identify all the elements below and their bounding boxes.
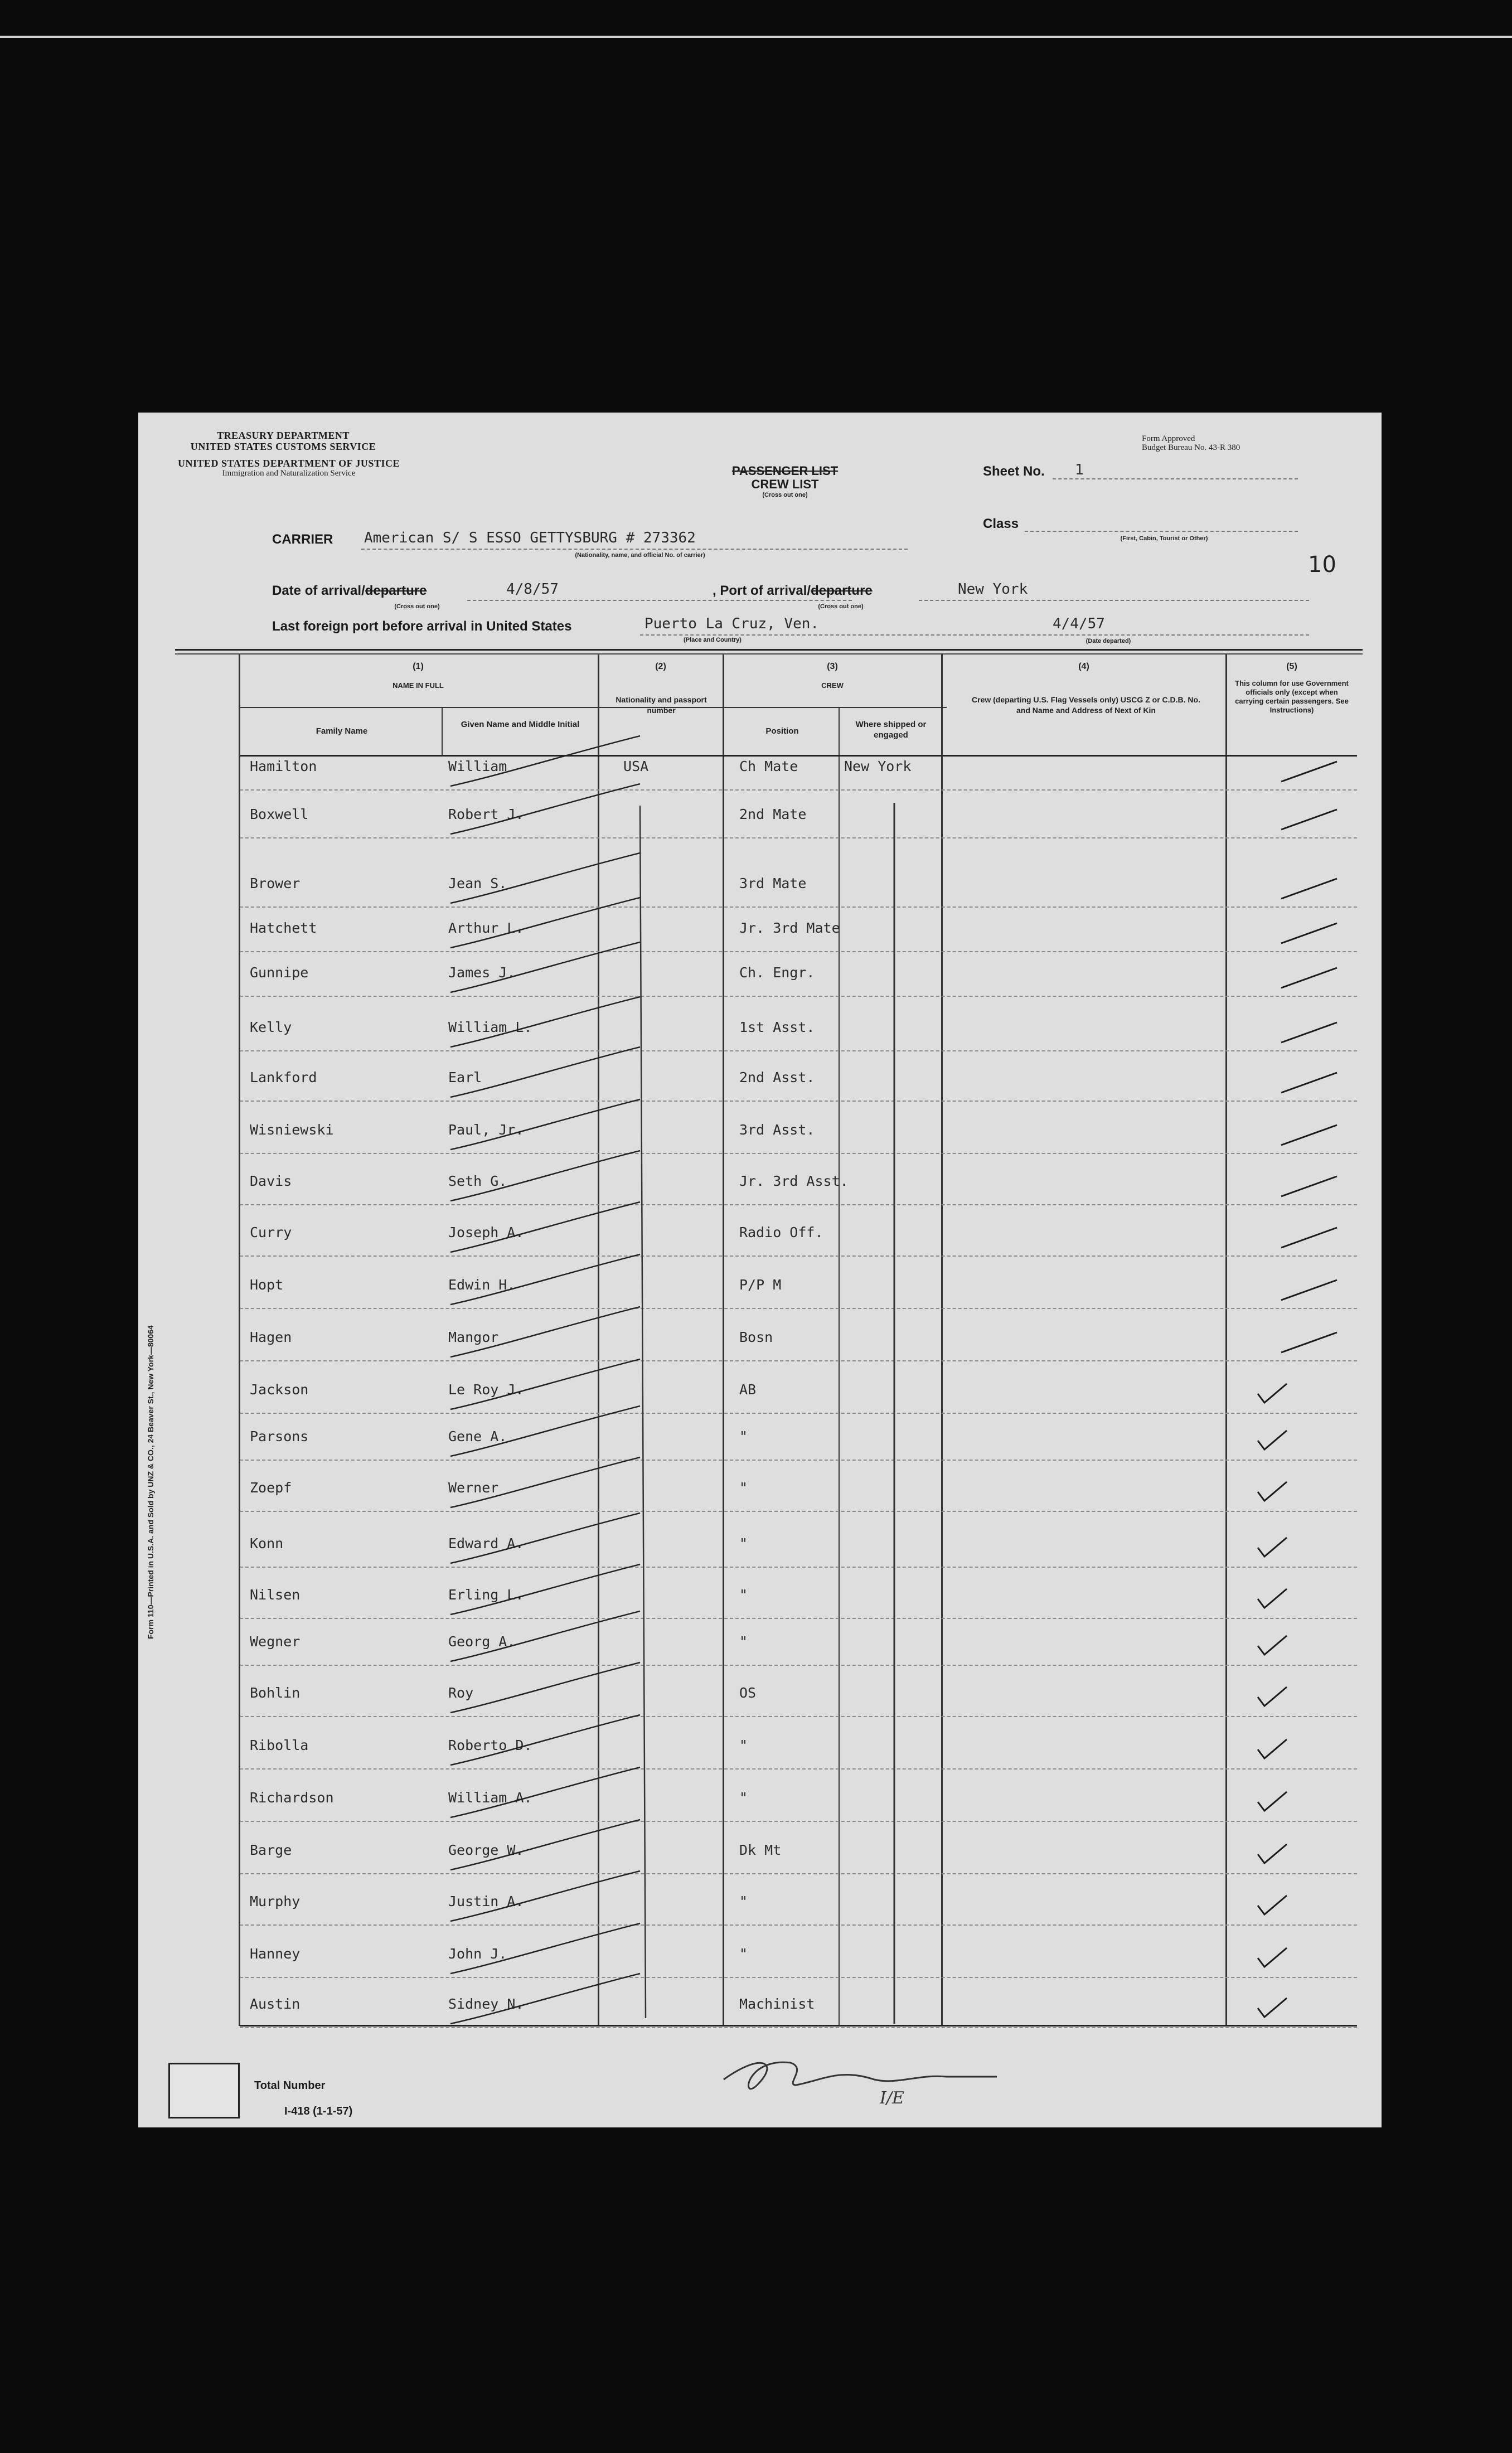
position-cell: " <box>739 1633 748 1650</box>
scanner-border-line <box>0 36 1512 38</box>
verification-tick <box>1258 1636 1287 1655</box>
given-name-strike <box>450 1151 640 1201</box>
given-name-cell: George W. <box>448 1842 524 1858</box>
position-cell: " <box>739 1737 748 1753</box>
given-name-cell: Joseph A. <box>448 1224 524 1240</box>
family-name-cell: Bohlin <box>250 1685 301 1701</box>
position-cell: 2nd Asst. <box>739 1069 815 1085</box>
family-name-cell: Boxwell <box>250 806 309 822</box>
verification-tick <box>1258 1998 1287 2017</box>
title-caption: (Cross out one) <box>762 492 808 498</box>
position-cell: Machinist <box>739 1996 815 2012</box>
budget-bureau: Budget Bureau No. 43-R 380 <box>1142 443 1240 452</box>
sheet-no-label: Sheet No. <box>983 464 1045 479</box>
given-name-cell: Mangor <box>448 1329 499 1345</box>
position-cell: 3rd Asst. <box>739 1122 815 1138</box>
carrier-label: CARRIER <box>272 532 333 547</box>
port-label: , Port of arrival/departure <box>713 583 873 598</box>
family-name-cell: Kelly <box>250 1019 292 1035</box>
position-cell: Radio Off. <box>739 1224 823 1240</box>
family-name-cell: Parsons <box>250 1428 309 1444</box>
given-name-cell: William <box>448 758 507 774</box>
verification-tick <box>1281 879 1337 899</box>
given-name-cell: Edwin H. <box>448 1277 516 1293</box>
position-cell: Ch. Engr. <box>739 964 815 981</box>
col2-title: Nationality and passport number <box>616 695 707 715</box>
given-name-cell: Jean S. <box>448 875 507 891</box>
verification-tick <box>1258 1482 1287 1501</box>
given-name-strike <box>450 1820 640 1870</box>
family-name-cell: Austin <box>250 1996 301 2012</box>
family-name-cell: Hatchett <box>250 920 317 936</box>
given-name-cell: Arthur L. <box>448 920 524 936</box>
signature-note: I/E <box>880 2088 904 2108</box>
given-name-cell: Seth G. <box>448 1173 507 1189</box>
family-name-cell: Lankford <box>250 1069 317 1085</box>
verification-tick <box>1281 923 1337 943</box>
given-name-cell: Gene A. <box>448 1428 507 1444</box>
given-name-cell: Paul, Jr. <box>448 1122 524 1138</box>
col1-title: NAME IN FULL <box>392 681 444 690</box>
position-cell: Jr. 3rd Mate <box>739 920 840 936</box>
form-number: I-418 (1-1-57) <box>284 2105 353 2117</box>
passenger-list-title: PASSENGER LIST <box>731 464 839 478</box>
departed-value: 4/4/57 <box>1053 615 1105 632</box>
verification-tick <box>1258 1687 1287 1706</box>
verification-tick <box>1258 1896 1287 1914</box>
given-name-strike <box>450 1715 640 1765</box>
position-cell: " <box>739 1587 748 1603</box>
family-name-cell: Gunnipe <box>250 964 309 981</box>
family-name-cell: Davis <box>250 1173 292 1189</box>
departed-caption: (Date departed) <box>1085 638 1131 644</box>
given-name-cell: Werner <box>448 1480 499 1496</box>
family-name-cell: Barge <box>250 1842 292 1858</box>
verification-tick <box>1258 1384 1287 1403</box>
verification-tick <box>1258 1739 1287 1758</box>
verification-tick <box>1281 1125 1337 1145</box>
form-approved: Form Approved <box>1142 434 1195 443</box>
family-name-heading: Family Name <box>316 726 368 736</box>
col4-title: Crew (departing U.S. Flag Vessels only) USCG Z or C.D.B. No. and Name and Address of Next of Kin <box>972 695 1200 715</box>
verification-tick <box>1258 1431 1287 1450</box>
customs-heading: UNITED STATES CUSTOMS SERVICE <box>190 441 376 452</box>
given-name-cell: William A. <box>448 1790 532 1806</box>
position-cell: " <box>739 1893 748 1909</box>
col4-number: (4) <box>1078 662 1089 671</box>
ins-heading: Immigration and Naturalization Service <box>222 469 356 478</box>
verification-tick <box>1258 1538 1287 1557</box>
position-cell: Dk Mt <box>739 1842 782 1858</box>
given-name-strike <box>450 1564 640 1615</box>
position-cell: 3rd Mate <box>739 875 807 891</box>
position-cell: P/P M <box>739 1277 782 1293</box>
lastport-value: Puerto La Cruz, Ven. <box>644 615 820 632</box>
family-name-cell: Jackson <box>250 1381 309 1398</box>
class-label: Class <box>983 516 1019 531</box>
given-name-cell: Georg A. <box>448 1633 516 1650</box>
nationality-cell: USA <box>623 758 649 774</box>
given-name-cell: Edward A. <box>448 1535 524 1552</box>
verification-tick <box>1281 809 1337 830</box>
given-name-strike <box>450 1047 640 1097</box>
position-cell: Ch Mate <box>739 758 798 774</box>
position-cell: 1st Asst. <box>739 1019 815 1035</box>
verification-tick <box>1281 1332 1337 1352</box>
officer-signature <box>724 2062 997 2089</box>
family-name-cell: Hamilton <box>250 758 317 774</box>
given-name-strike <box>450 853 640 903</box>
where-shipped-cell: New York <box>844 758 912 774</box>
verification-tick <box>1258 1948 1287 1967</box>
family-name-cell: Brower <box>250 875 301 891</box>
given-name-cell: Robert J. <box>448 806 524 822</box>
given-name-strike <box>450 1974 640 2024</box>
given-name-cell: Le Roy J. <box>448 1381 524 1398</box>
crew-list-title: CREW LIST <box>751 477 819 491</box>
given-name-strike <box>450 1254 640 1305</box>
given-name-cell: Roy <box>448 1685 474 1701</box>
position-cell: Jr. 3rd Asst. <box>739 1173 849 1189</box>
given-name-strike <box>450 1513 640 1563</box>
position-cell: Bosn <box>739 1329 773 1345</box>
total-number-label: Total Number <box>254 2079 326 2092</box>
given-name-heading: Given Name and Middle Initial <box>461 720 580 729</box>
handwritten-marks <box>138 413 1382 2127</box>
nationality-ditto-line <box>640 806 646 2018</box>
port-caption: (Cross out one) <box>818 603 864 610</box>
given-name-strike <box>450 1923 640 1974</box>
col3-number: (3) <box>827 662 838 671</box>
treasury-heading: TREASURY DEPARTMENT <box>217 430 350 441</box>
sheet-no-value: 1 <box>1075 462 1084 478</box>
given-name-strike <box>450 1359 640 1409</box>
family-name-cell: Konn <box>250 1535 284 1552</box>
col3-title: CREW <box>821 681 844 690</box>
given-name-strike <box>450 1307 640 1357</box>
given-name-cell: Erling L. <box>448 1587 524 1603</box>
verification-tick <box>1281 762 1337 782</box>
carrier-value: American S/ S ESSO GETTYSBURG # 273362 <box>364 530 696 546</box>
given-name-strike <box>450 1406 640 1456</box>
verification-tick <box>1281 1176 1337 1196</box>
family-name-cell: Hopt <box>250 1277 284 1293</box>
verification-tick <box>1258 1844 1287 1863</box>
verification-tick <box>1281 1073 1337 1093</box>
family-name-cell: Wisniewski <box>250 1122 334 1138</box>
col1-number: (1) <box>413 662 424 671</box>
crew-list-form <box>138 413 1382 2127</box>
side-printer-text: Form 110—Printed in U.S.A. and Sold by UNZ & CO., 24 Beaver St., New York—80064 <box>146 1325 155 1639</box>
position-cell: AB <box>739 1381 757 1398</box>
verification-tick <box>1258 1589 1287 1608</box>
given-name-strike <box>450 1662 640 1713</box>
position-cell: " <box>739 1790 748 1806</box>
family-name-cell: Hagen <box>250 1329 292 1345</box>
family-name-cell: Hanney <box>250 1946 301 1962</box>
justice-heading: UNITED STATES DEPARTMENT OF JUSTICE <box>178 458 400 469</box>
given-name-cell: Justin A. <box>448 1893 524 1909</box>
position-cell: " <box>739 1946 748 1962</box>
date-value: 4/8/57 <box>506 581 559 598</box>
col5-title: This column for use Government officials only (except when carrying certain passengers. See Instructions) <box>1235 679 1349 714</box>
family-name-cell: Richardson <box>250 1790 334 1806</box>
given-name-strike <box>450 898 640 948</box>
family-name-cell: Zoepf <box>250 1480 292 1496</box>
given-name-strike <box>450 1767 640 1817</box>
given-name-strike <box>450 736 640 786</box>
given-name-strike <box>450 784 640 834</box>
given-name-strike <box>450 1611 640 1661</box>
position-cell: " <box>739 1535 748 1552</box>
verification-tick <box>1281 1228 1337 1248</box>
family-name-cell: Murphy <box>250 1893 301 1909</box>
position-cell: 2nd Mate <box>739 806 807 822</box>
given-name-strike <box>450 1457 640 1507</box>
given-name-strike <box>450 1202 640 1252</box>
family-name-cell: Wegner <box>250 1633 301 1650</box>
page-number: 10 <box>1308 552 1336 578</box>
carrier-caption: (Nationality, name, and official No. of carrier) <box>575 552 705 559</box>
lastport-label: Last foreign port before arrival in United States <box>272 619 572 634</box>
given-name-strike <box>450 1871 640 1921</box>
position-cell: OS <box>739 1685 757 1701</box>
given-name-cell: Roberto D. <box>448 1737 532 1753</box>
family-name-cell: Ribolla <box>250 1737 309 1753</box>
verification-tick <box>1281 1022 1337 1043</box>
given-name-cell: Earl <box>448 1069 482 1085</box>
verification-tick <box>1258 1792 1287 1811</box>
position-cell: " <box>739 1428 748 1444</box>
position-heading: Position <box>765 726 799 736</box>
given-name-cell: John J. <box>448 1946 507 1962</box>
family-name-cell: Curry <box>250 1224 292 1240</box>
given-name-strike <box>450 1099 640 1150</box>
where-shipped-heading: Where shipped or engaged <box>855 720 927 740</box>
date-label: Date of arrival/departure <box>272 583 427 598</box>
family-name-cell: Nilsen <box>250 1587 301 1603</box>
given-name-cell: William L. <box>448 1019 532 1035</box>
given-name-cell: Sidney N. <box>448 1996 524 2012</box>
date-caption: (Cross out one) <box>394 603 440 610</box>
given-name-cell: James J. <box>448 964 516 981</box>
given-name-strike <box>450 997 640 1047</box>
verification-tick <box>1281 1280 1337 1300</box>
port-value: New York <box>958 581 1028 598</box>
col5-number: (5) <box>1286 662 1297 671</box>
position-cell: " <box>739 1480 748 1496</box>
class-caption: (First, Cabin, Tourist or Other) <box>1120 535 1208 542</box>
given-name-strike <box>450 942 640 992</box>
verification-tick <box>1281 968 1337 988</box>
col2-number: (2) <box>655 662 666 671</box>
lastport-caption: (Place and Country) <box>684 637 742 643</box>
